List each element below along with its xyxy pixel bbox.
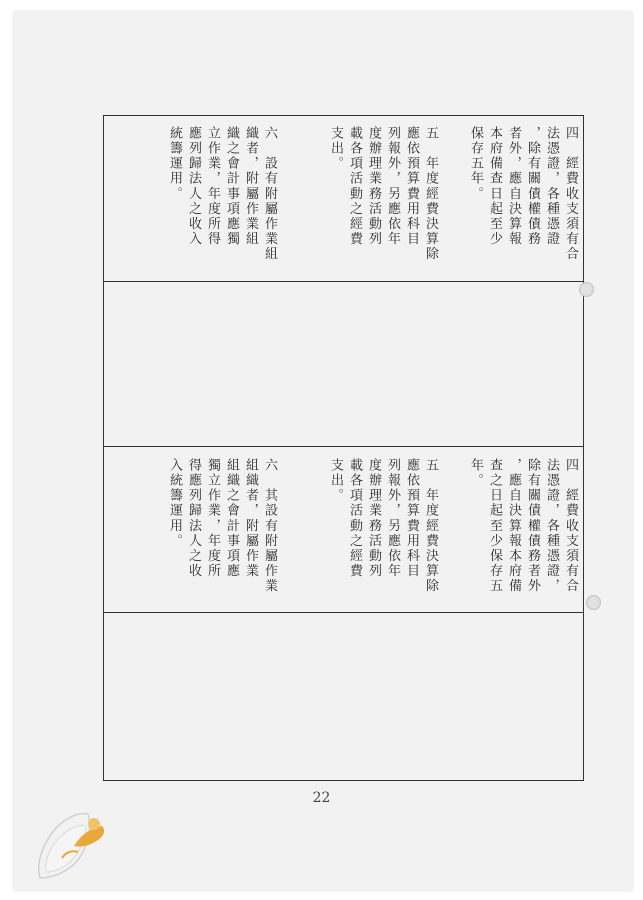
text-column: 織者，附屬作業組	[243, 126, 258, 247]
text-column: 應依預算費用科目	[404, 458, 419, 579]
text-column: 法憑證，各種憑證，	[544, 458, 559, 594]
text-column: 四 經費收支須有合	[563, 126, 578, 262]
text-column: 獨立作業，年度所	[205, 458, 220, 579]
page-number: 22	[312, 790, 331, 806]
text-column: 度辦理業務活動列	[366, 458, 381, 579]
text-column: 保存五年。	[468, 126, 483, 202]
text-column: 列報外，另應依年	[385, 458, 400, 579]
text-column: 載各項活動之經費	[347, 458, 362, 579]
text-column: 六 其設有附屬作業	[262, 458, 277, 594]
middle-divider	[104, 446, 583, 447]
text-column: 者外，應自決算報	[506, 126, 521, 247]
text-column: 組織者，附屬作業	[243, 458, 258, 579]
text-column: 列報外，另應依年	[385, 126, 400, 247]
text-column: 立作業，年度所得	[205, 126, 220, 247]
text-column: 支出。	[328, 126, 343, 172]
text-column: 入統籌運用。	[167, 458, 182, 549]
text-column: 五 年度經費決算除	[423, 458, 438, 594]
text-column: 四 經費收支須有合	[563, 458, 578, 594]
text-column: 查之日起至少保存五	[487, 458, 502, 594]
binder-hole	[579, 282, 594, 297]
text-column: ，應自決算報本府備	[506, 458, 521, 594]
upper-row-divider	[104, 281, 583, 282]
text-column: 本府備查日起至少	[487, 126, 502, 247]
text-column: 支出。	[328, 458, 343, 504]
text-column: 應依預算費用科目	[404, 126, 419, 247]
text-column: 織之會計事項應獨	[224, 126, 239, 247]
text-column: 除有關債權債務者外	[525, 458, 540, 594]
text-column: 得應列歸法人之收	[186, 458, 201, 579]
text-column: 法憑證，各種憑證	[544, 126, 559, 247]
lower-text-block	[104, 458, 585, 608]
text-column: 六 設有附屬作業組	[262, 126, 277, 262]
text-column: ，除有關債權債務	[525, 126, 540, 247]
text-column: 度辦理業務活動列	[366, 126, 381, 247]
text-column: 組織之會計事項應	[224, 458, 239, 579]
text-column: 應列歸法人之收入	[186, 126, 201, 247]
text-column: 統籌運用。	[167, 126, 182, 202]
document-page	[14, 12, 632, 890]
text-column: 五 年度經費決算除	[423, 126, 438, 262]
lower-row-divider	[104, 612, 583, 613]
text-column: 載各項活動之經費	[347, 126, 362, 247]
text-column: 年。	[468, 458, 483, 489]
table-frame	[103, 115, 584, 781]
taiwan-logo-icon	[22, 806, 114, 890]
binder-hole	[586, 595, 601, 610]
upper-text-block	[104, 126, 585, 276]
